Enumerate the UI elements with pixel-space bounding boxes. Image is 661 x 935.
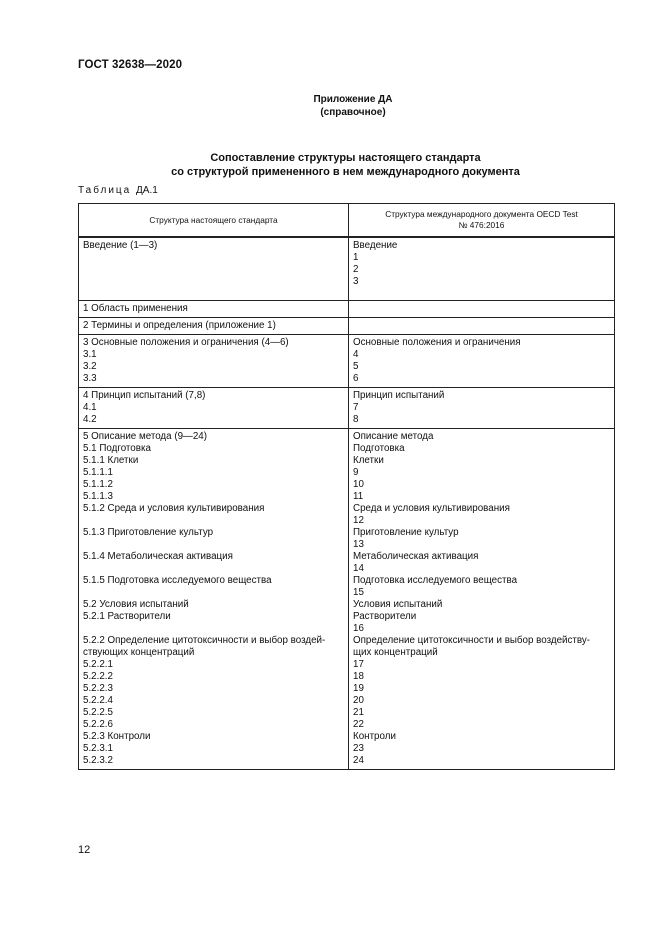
annex-heading bbox=[0, 94, 661, 119]
cell-line: 2 Термины и определения (приложение 1) bbox=[83, 320, 276, 331]
cell-line: ствующих концентраций bbox=[83, 647, 195, 658]
cell-line: 2 bbox=[353, 264, 359, 275]
cell-line: 1 bbox=[353, 252, 359, 263]
table-header-row bbox=[79, 204, 615, 238]
table-row bbox=[79, 318, 615, 335]
cell-line bbox=[83, 264, 344, 276]
cell-line: 5.1.3 Приготовление культур bbox=[83, 527, 214, 538]
cell-line: 4 Принцип испытаний (7,8) bbox=[83, 390, 206, 401]
cell-line: 24 bbox=[353, 755, 364, 766]
standard-structure-cell bbox=[79, 237, 349, 301]
oecd-structure-cell bbox=[349, 388, 615, 429]
cell-line: 5.1.1 Клетки bbox=[83, 455, 139, 466]
cell-line: 14 bbox=[353, 563, 364, 574]
page-number: 12 bbox=[78, 844, 91, 856]
cell-line: 1 Область применения bbox=[83, 303, 188, 314]
cell-line bbox=[83, 563, 344, 575]
cell-line: Клетки bbox=[353, 455, 384, 466]
cell-line: 4 bbox=[353, 349, 359, 360]
cell-line: Растворители bbox=[353, 611, 417, 622]
cell-line: Условия испытаний bbox=[353, 599, 443, 610]
cell-line: 5.2.2.4 bbox=[83, 695, 113, 706]
col2-header bbox=[349, 204, 615, 238]
cell-line: Среда и условия культивирования bbox=[353, 503, 510, 514]
cell-line: Определение цитотоксичности и выбор воздейству- bbox=[353, 635, 591, 646]
cell-line: 5.2.3 Контроли bbox=[83, 731, 151, 742]
cell-line: 5.2.3.1 bbox=[83, 743, 113, 754]
document-title-line1: Сопоставление структуры настоящего стандарта bbox=[210, 152, 481, 164]
cell-line: 5.2.2.2 bbox=[83, 671, 113, 682]
standard-structure-cell bbox=[79, 335, 349, 388]
cell-line: 3.2 bbox=[83, 361, 97, 372]
annex-note: (справочное) bbox=[320, 106, 386, 118]
col1-header: Структура настоящего стандарта bbox=[79, 204, 349, 238]
cell-line: Введение (1—3) bbox=[83, 240, 158, 251]
structure-comparison-table bbox=[78, 203, 615, 770]
cell-line: 5.1 Подготовка bbox=[83, 443, 151, 454]
cell-line: Подготовка исследуемого вещества bbox=[353, 575, 518, 586]
cell-line: 12 bbox=[353, 515, 364, 526]
cell-line bbox=[83, 539, 344, 551]
cell-line: 16 bbox=[353, 623, 364, 634]
cell-line: 22 bbox=[353, 719, 364, 730]
cell-line: 4.2 bbox=[83, 414, 97, 425]
oecd-structure-cell bbox=[349, 335, 615, 388]
cell-line: Основные положения и ограничения bbox=[353, 337, 521, 348]
cell-line bbox=[83, 276, 344, 288]
cell-line: Описание метода bbox=[353, 431, 434, 442]
cell-line: 3.1 bbox=[83, 349, 97, 360]
cell-line: 5.2.2.1 bbox=[83, 659, 113, 670]
cell-line: 5.1.1.2 bbox=[83, 479, 113, 490]
cell-line bbox=[353, 303, 610, 315]
cell-line bbox=[83, 587, 344, 599]
cell-line: 3 Основные положения и ограничения (4—6) bbox=[83, 337, 289, 348]
table-row bbox=[79, 301, 615, 318]
cell-line: 5 Описание метода (9—24) bbox=[83, 431, 207, 442]
cell-line: 5.1.4 Метаболическая активация bbox=[83, 551, 233, 562]
cell-line: 5 bbox=[353, 361, 359, 372]
cell-line: 15 bbox=[353, 587, 364, 598]
table-row bbox=[79, 237, 615, 301]
document-title bbox=[0, 152, 661, 179]
cell-line: 5.2.1 Растворители bbox=[83, 611, 171, 622]
cell-line: 5.2.2.6 bbox=[83, 719, 113, 730]
cell-line: 3 bbox=[353, 276, 359, 287]
cell-line: 5.1.2 Среда и условия культивирования bbox=[83, 503, 265, 514]
cell-line: 18 bbox=[353, 671, 364, 682]
table-row bbox=[79, 335, 615, 388]
cell-line: 13 bbox=[353, 539, 364, 550]
cell-line bbox=[83, 252, 344, 264]
standard-structure-cell bbox=[79, 388, 349, 429]
table-row bbox=[79, 388, 615, 429]
table-caption-number: ДА.1 bbox=[136, 185, 158, 196]
table-row bbox=[79, 429, 615, 770]
cell-line: Метаболическая активация bbox=[353, 551, 479, 562]
cell-line: Контроли bbox=[353, 731, 396, 742]
cell-line: 10 bbox=[353, 479, 364, 490]
cell-line: 5.1.1.1 bbox=[83, 467, 113, 478]
col2-header-line1: Структура международного документа OECD Test bbox=[385, 209, 578, 219]
cell-line: Приготовление культур bbox=[353, 527, 459, 538]
cell-line: 4.1 bbox=[83, 402, 97, 413]
cell-line: щих концентраций bbox=[353, 647, 438, 658]
cell-line: Принцип испытаний bbox=[353, 390, 445, 401]
table-caption-prefix: Таблица bbox=[78, 185, 132, 196]
cell-line: Подготовка bbox=[353, 443, 405, 454]
cell-line: Введение bbox=[353, 240, 398, 251]
cell-line: 5.2.2.3 bbox=[83, 683, 113, 694]
standard-structure-cell bbox=[79, 301, 349, 318]
cell-line: 5.2.2 Определение цитотоксичности и выбор воздей- bbox=[83, 635, 326, 646]
cell-line: 8 bbox=[353, 414, 359, 425]
cell-line: 21 bbox=[353, 707, 364, 718]
oecd-structure-cell bbox=[349, 301, 615, 318]
table-body bbox=[79, 237, 615, 770]
standard-structure-cell bbox=[79, 318, 349, 335]
cell-line: 6 bbox=[353, 373, 359, 384]
oecd-structure-cell bbox=[349, 237, 615, 301]
cell-line: 20 bbox=[353, 695, 364, 706]
cell-line: 5.1.5 Подготовка исследуемого вещества bbox=[83, 575, 272, 586]
cell-line: 19 bbox=[353, 683, 364, 694]
cell-line: 7 bbox=[353, 402, 359, 413]
cell-line: 5.1.1.3 bbox=[83, 491, 113, 502]
cell-line: 11 bbox=[353, 491, 364, 502]
standard-structure-cell bbox=[79, 429, 349, 770]
cell-line: 3.3 bbox=[83, 373, 97, 384]
annex-title: Приложение ДА bbox=[313, 94, 393, 105]
cell-line bbox=[83, 515, 344, 527]
cell-line bbox=[353, 320, 610, 332]
document-title-line2: со структурой примененного в нем международного документа bbox=[171, 165, 520, 178]
cell-line: 5.2.3.2 bbox=[83, 755, 113, 766]
cell-line: 17 bbox=[353, 659, 364, 670]
cell-line: 9 bbox=[353, 467, 359, 478]
oecd-structure-cell bbox=[349, 318, 615, 335]
standard-code: ГОСТ 32638—2020 bbox=[78, 59, 183, 71]
cell-line: 5.2 Условия испытаний bbox=[83, 599, 189, 610]
cell-line: 5.2.2.5 bbox=[83, 707, 113, 718]
table-caption bbox=[78, 185, 158, 196]
oecd-structure-cell bbox=[349, 429, 615, 770]
col2-header-line2: № 476:2016 bbox=[458, 220, 505, 230]
cell-line: 23 bbox=[353, 743, 364, 754]
cell-line bbox=[83, 623, 344, 635]
